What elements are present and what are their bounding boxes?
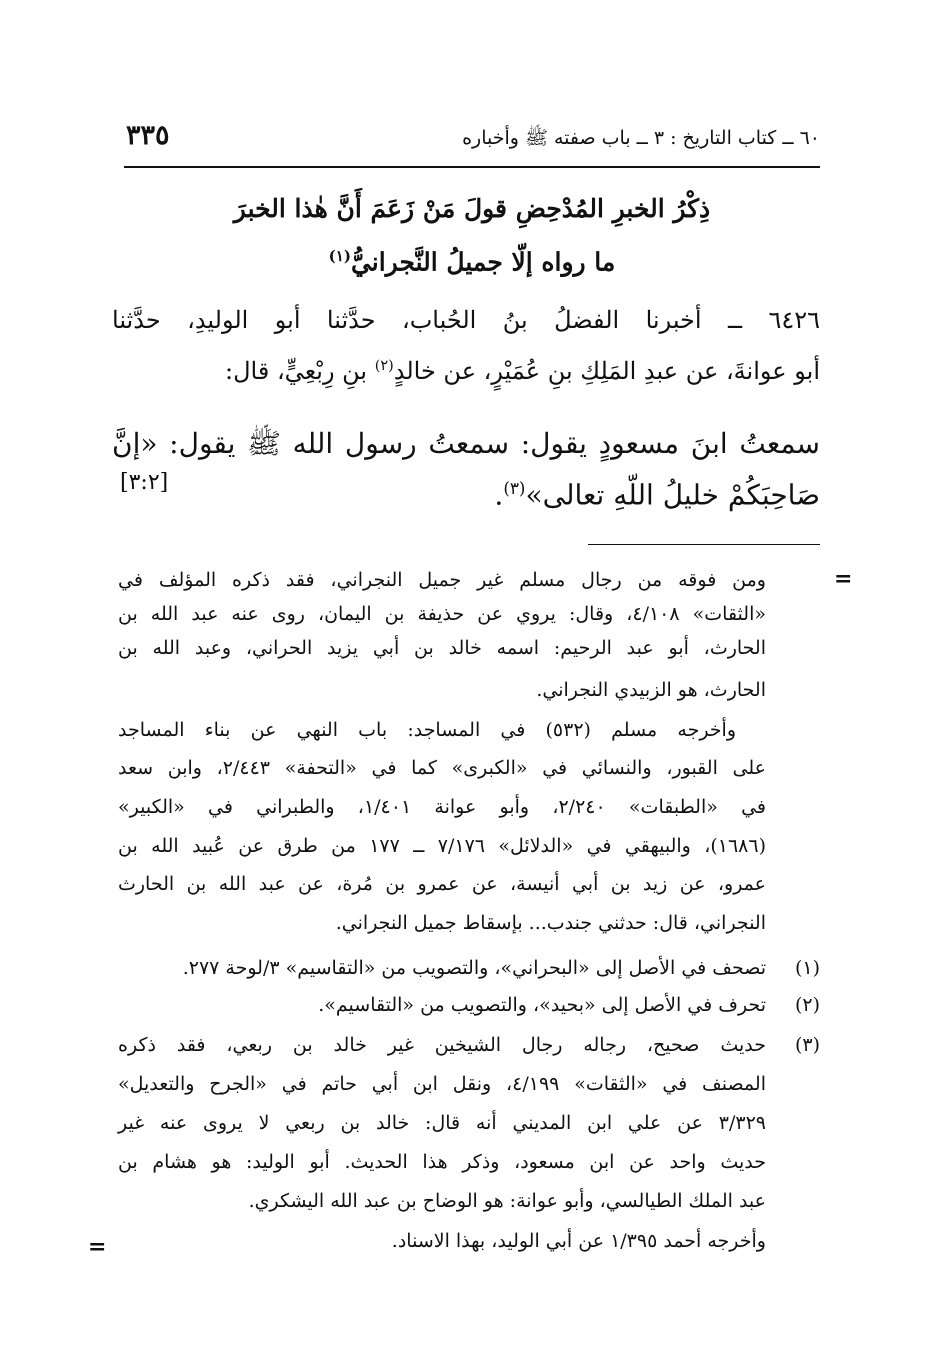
footnote-ref-2: (٢) [374,358,394,374]
footnote-number: (١) [794,957,820,979]
header-rule [124,166,820,168]
continuation-marker-bottom: = [88,1234,107,1260]
footnote-number: (٢) [794,994,820,1016]
hadith-isnad-line-2 [112,344,820,393]
running-header [124,120,820,154]
footnote-3-line: حديث صحيح، رجاله رجال الشيخين غير خالد بن ربعي، فقد ذكره [118,1034,766,1056]
footnote-intro-line: في «الطبقات» ٢/٢٤٠، وأبو عوانة ١/٤٠١، والطبراني في «الكبير» [118,796,766,818]
footnote-intro-line: على القبور، والنسائي في «الكبرى» كما في «التحفة» ٢/٤٤٣، وابن سعد [118,757,767,779]
isnad-text-a: أبو عوانةَ، عن عبدِ المَلِكِ بنِ عُمَيْرٍ، عن خالدٍ [393,357,820,385]
header-title: ٦٠ ــ كتاب التاريخ : ٣ ــ باب صفته ﷺ وأخباره [462,127,820,149]
footnote-3-line: المصنف في «الثقات» ٤/١٩٩، ونقل ابن أبي حاتم في «الجرح والتعديل» [118,1073,766,1095]
footnote-3-line: ٣/٣٢٩ عن علي ابن المديني أنه قال: خالد بن ربعي لا يروى عنه غير [118,1112,766,1134]
heading-text: ما رواه إلّا جميلُ النَّجرانيُّ [350,247,616,277]
footnote-separator [588,544,820,545]
footnote-number: (٣) [794,1034,820,1056]
hadith-reference: [٣:٢] [120,470,169,495]
footnote-3-line: حديث واحد عن ابن مسعود، وذكر هذا الحديث. أبو الوليد: هو هشام بن [118,1151,766,1173]
continuation-marker-top: = [834,566,853,592]
hadith-isnad-line-1: ٦٤٢٦ ــ أخبرنا الفضلُ بنُ الحُباب، حدَّثنا أبو الوليدِ، حدَّثنا [112,306,820,334]
footnote-intro-line: «الثقات» ٤/١٠٨، وقال: يروي عن حذيفة بن اليمان، روى عنه عبد الله بن [118,603,766,625]
footnote-intro-line: ومن فوقه من رجال مسلم غير جميل النجراني، فقد ذكره المؤلف في [118,569,766,591]
matn-end: . [494,478,504,512]
footnote-intro-line: النجراني، قال: حدثني جندب... بإسقاط جميل النجراني. [335,912,766,934]
footnote-2-text: تحرف في الأصل إلى «بحيد»، والتصويب من «التقاسيم». [318,994,766,1016]
footnote-ref-1: (١) [328,247,351,265]
footnote-intro-line: عمرو، عن زيد بن أبي أنيسة، عن عمرو بن مُرة، عن عبد الله بن الحارث [118,873,766,895]
section-heading-line-2 [124,234,820,284]
isnad-text-b: بنِ رِبْعِيٍّ، قال: [225,357,375,385]
hadith-matn-line-1: سمعتُ ابنَ مسعودٍ يقول: سمعتُ رسول الله ﷺ يقول: «إنَّ [112,427,820,460]
footnote-intro-line: الحارث، هو الزبيدي النجراني. [536,679,766,701]
hadith-matn-line-2 [112,462,820,521]
page-number: ٣٣٥ [126,120,170,151]
footnote-3-line: وأخرجه أحمد ١/٣٩٥ عن أبي الوليد، بهذا الاسناد. [391,1230,766,1252]
footnote-intro-line: وأخرجه مسلم (٥٣٢) في المساجد: باب النهي عن بناء المساجد [118,719,736,741]
footnote-3-line: عبد الملك الطيالسي، وأبو عوانة: هو الوضاح بن عبد الله اليشكري. [248,1190,766,1212]
footnote-ref-3: (٣) [503,478,526,498]
matn-text: صَاحِبَكُمْ خليلُ اللّهِ تعالى» [525,478,820,512]
footnote-intro-line: (١٦٨٦)، والبيهقي في «الدلائل» ٧/١٧٦ ــ ١٧٧ من طرق عن عُبيد الله بن [118,835,766,857]
footnote-1-text: تصحف في الأصل إلى «البحراني»، والتصويب من «التقاسيم» ٣/لوحة ٢٧٧. [182,957,766,979]
footnote-intro-line: الحارث، أبو عبد الرحيم: اسمه خالد بن أبي يزيد الحراني، وعبد الله بن [118,637,766,659]
section-heading-line-1: ذِكْرُ الخبرِ المُدْحِضِ قولَ مَنْ زَعَمَ أَنَّ هٰذا الخبرَ [233,194,711,223]
